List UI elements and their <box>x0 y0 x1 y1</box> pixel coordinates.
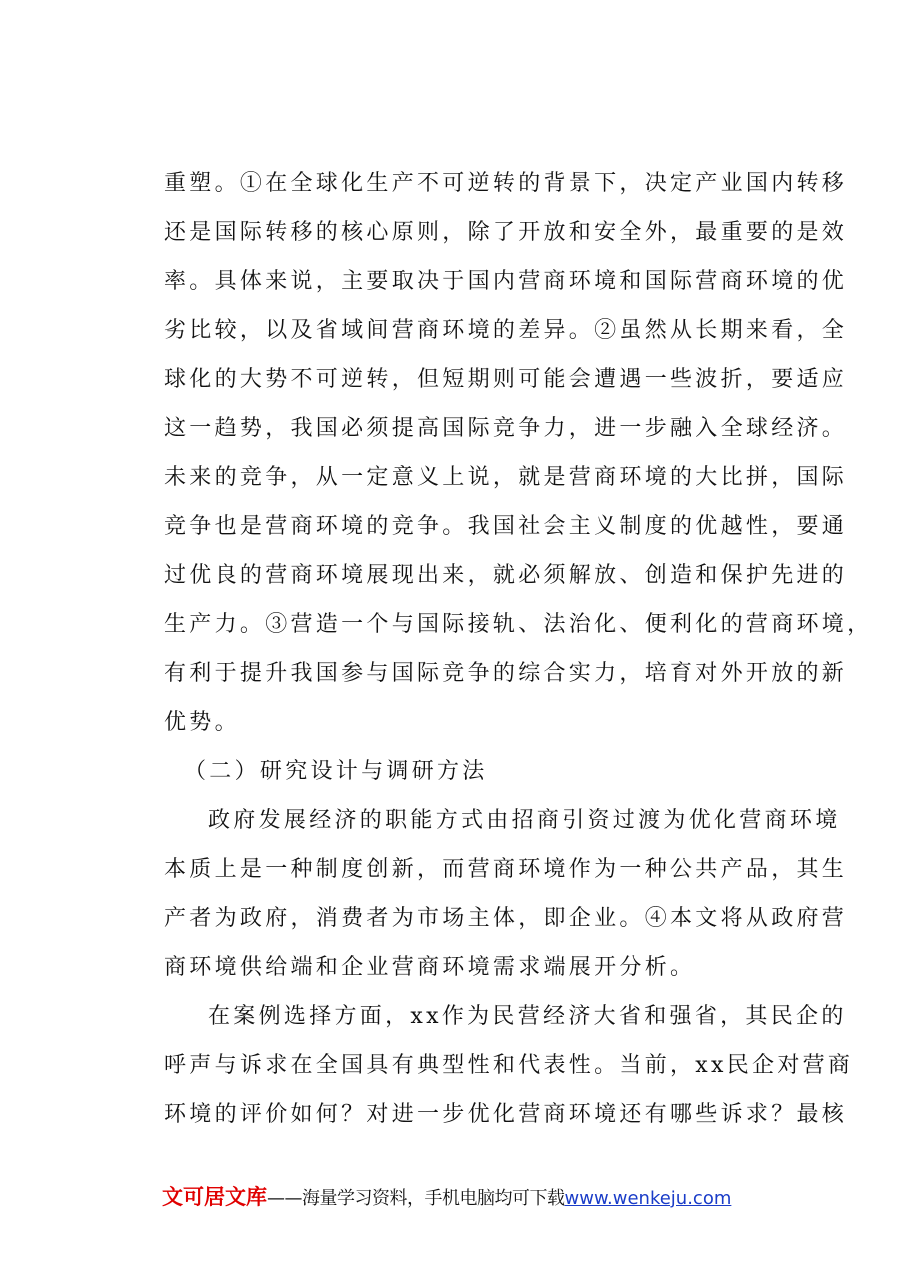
body-line: 球化的大势不可逆转，但短期则可能会遭遇一些波折，要适应 <box>164 367 848 392</box>
body-line: 有利于提升我国参与国际竞争的综合实力，培育对外开放的新 <box>164 661 848 686</box>
paragraph-line: 本质上是一种制度创新，而营商环境作为一种公共产品，其生 <box>164 857 848 882</box>
footer-slogan: ——海量学习资料，手机电脑均可下载 <box>267 1188 565 1209</box>
body-line: 竞争也是营商环境的竞争。我国社会主义制度的优越性，要通 <box>164 514 848 539</box>
body-line: 还是国际转移的核心原则，除了开放和安全外，最重要的是效 <box>164 220 848 245</box>
footer-brand: 文可居文库 <box>162 1185 267 1209</box>
paragraph-line: 商环境供给端和企业营商环境需求端展开分析。 <box>164 955 696 980</box>
footer-link[interactable]: www.wenkeju.com <box>564 1188 732 1209</box>
paragraph-line: 在案例选择方面，xx作为民营经济大省和强省，其民企的 <box>208 1004 847 1029</box>
footer-banner <box>162 1186 862 1210</box>
body-line: 重塑。①在全球化生产不可逆转的背景下，决定产业国内转移 <box>164 171 848 196</box>
section-heading: （二）研究设计与调研方法 <box>184 759 488 784</box>
paragraph-line: 环境的评价如何？对进一步优化营商环境还有哪些诉求？最核 <box>164 1102 848 1127</box>
body-line: 未来的竞争，从一定意义上说，就是营商环境的大比拼，国际 <box>164 465 848 490</box>
paragraph-line: 呼声与诉求在全国具有典型性和代表性。当前，xx民企对营商 <box>164 1053 854 1078</box>
paragraph-line: 政府发展经济的职能方式由招商引资过渡为优化营商环境 <box>208 808 841 833</box>
body-line: 过优良的营商环境展现出来，就必须解放、创造和保护先进的 <box>164 563 848 588</box>
body-line: 率。具体来说，主要取决于国内营商环境和国际营商环境的优 <box>164 269 848 294</box>
body-line: 劣比较，以及省域间营商环境的差异。②虽然从长期来看，全 <box>164 318 848 343</box>
paragraph-line: 产者为政府，消费者为市场主体，即企业。④本文将从政府营 <box>164 906 848 931</box>
body-line: 生产力。③营造一个与国际接轨、法治化、便利化的营商环境， <box>164 612 873 637</box>
body-line: 优势。 <box>164 710 240 735</box>
body-line: 这一趋势，我国必须提高国际竞争力，进一步融入全球经济。 <box>164 416 848 441</box>
